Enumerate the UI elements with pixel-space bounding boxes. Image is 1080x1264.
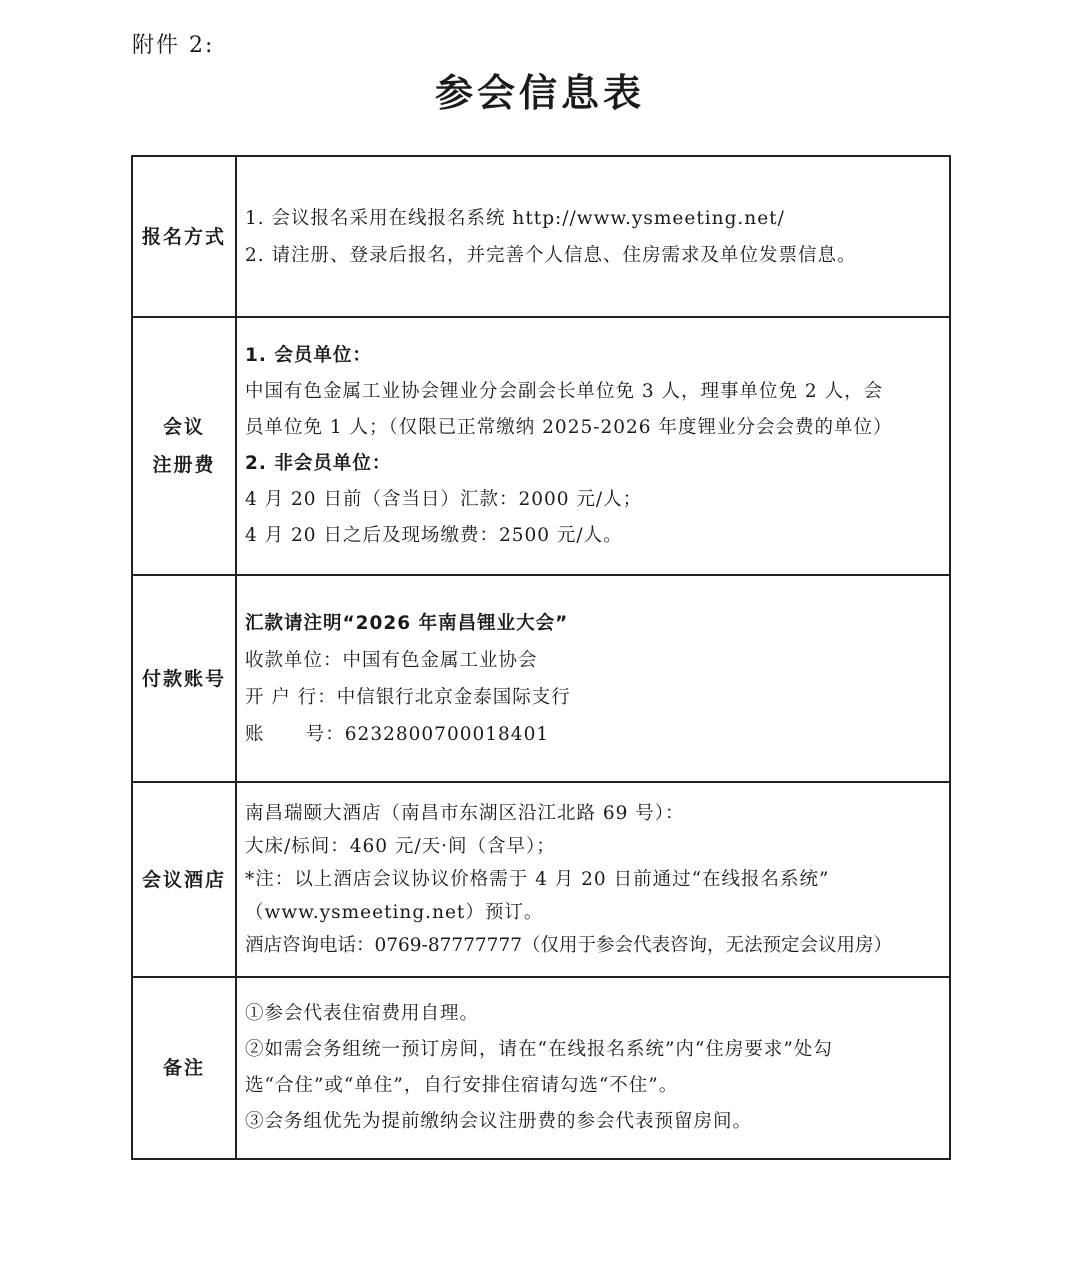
remarks-line-2: ②如需会务组统一预订房间，请在“在线报名系统”内“住房要求”处勾: [245, 1039, 833, 1060]
table-row-remarks: [133, 978, 949, 1158]
payment-label-text: 付款账号: [141, 667, 226, 690]
payment-bank: 开 户 行：中信银行北京金泰国际支行: [245, 686, 571, 708]
fee-label: [133, 318, 237, 574]
hotel-line-4: （www.ysmeeting.net）预订。: [245, 902, 544, 923]
hotel-content: [237, 783, 949, 976]
table-row-hotel: [133, 783, 949, 978]
info-table: [131, 155, 951, 1160]
nonmember-text-1: 4 月 20 日前（含当日）汇款：2000 元/人；: [245, 489, 643, 510]
payment-note: 汇款请注明“2026 年南昌锂业大会”: [245, 612, 569, 634]
registration-line-1: 1. 会议报名采用在线报名系统 http://www.ysmeeting.net/: [245, 207, 785, 229]
member-heading: 1. 会员单位：: [245, 345, 372, 366]
hotel-line-3: *注：以上酒店会议协议价格需于 4 月 20 日前通过“在线报名系统”: [245, 869, 830, 890]
fee-label-line-2: 注册费: [152, 454, 216, 476]
payment-payee: 收款单位：中国有色金属工业协会: [245, 649, 538, 671]
nonmember-text-2: 4 月 20 日之后及现场缴费：2500 元/人。: [245, 525, 623, 546]
hotel-line-1: 南昌瑞颐大酒店（南昌市东湖区沿江北路 69 号）：: [245, 803, 685, 824]
remarks-label: [133, 978, 237, 1158]
table-row-payment: [133, 576, 949, 783]
attachment-label: 附件 2:: [132, 33, 215, 58]
fee-label-line-1: 会议: [162, 416, 205, 438]
table-row-fee: [133, 318, 949, 576]
page-title: 参会信息表: [434, 71, 645, 115]
registration-content: [237, 157, 949, 316]
registration-line-2: 2. 请注册、登录后报名，并完善个人信息、住房需求及单位发票信息。: [245, 244, 857, 266]
hotel-label-text: 会议酒店: [141, 868, 226, 891]
fee-content: [237, 318, 949, 574]
remarks-line-4: ③会务组优先为提前缴纳会议注册费的参会代表预留房间。: [245, 1111, 753, 1132]
member-text-1: 中国有色金属工业协会锂业分会副会长单位免 3 人，理事单位免 2 人，会: [245, 381, 884, 402]
remarks-line-1: ①参会代表住宿费用自理。: [245, 1003, 480, 1024]
member-text-2: 员单位免 1 人；（仅限已正常缴纳 2025-2026 年度锂业分会会费的单位）: [245, 417, 893, 438]
registration-label: [133, 157, 237, 316]
payment-content: [237, 576, 949, 781]
hotel-line-5: 酒店咨询电话：0769-87777777（仅用于参会代表咨询，无法预定会议用房）: [245, 935, 892, 956]
hotel-line-2: 大床/标间：460 元/天·间（含早）；: [245, 836, 556, 857]
hotel-label: [133, 783, 237, 976]
remarks-line-3: 选“合住”或“单住”，自行安排住宿请勾选“不住”。: [245, 1075, 679, 1096]
remarks-label-text: 备注: [162, 1057, 205, 1079]
remarks-content: [237, 978, 949, 1158]
registration-label-text: 报名方式: [141, 225, 226, 248]
payment-label: [133, 576, 237, 781]
table-row-registration: [133, 157, 949, 318]
nonmember-heading: 2. 非会员单位：: [245, 453, 392, 474]
payment-account: 账 号：6232800700018401: [245, 723, 550, 745]
